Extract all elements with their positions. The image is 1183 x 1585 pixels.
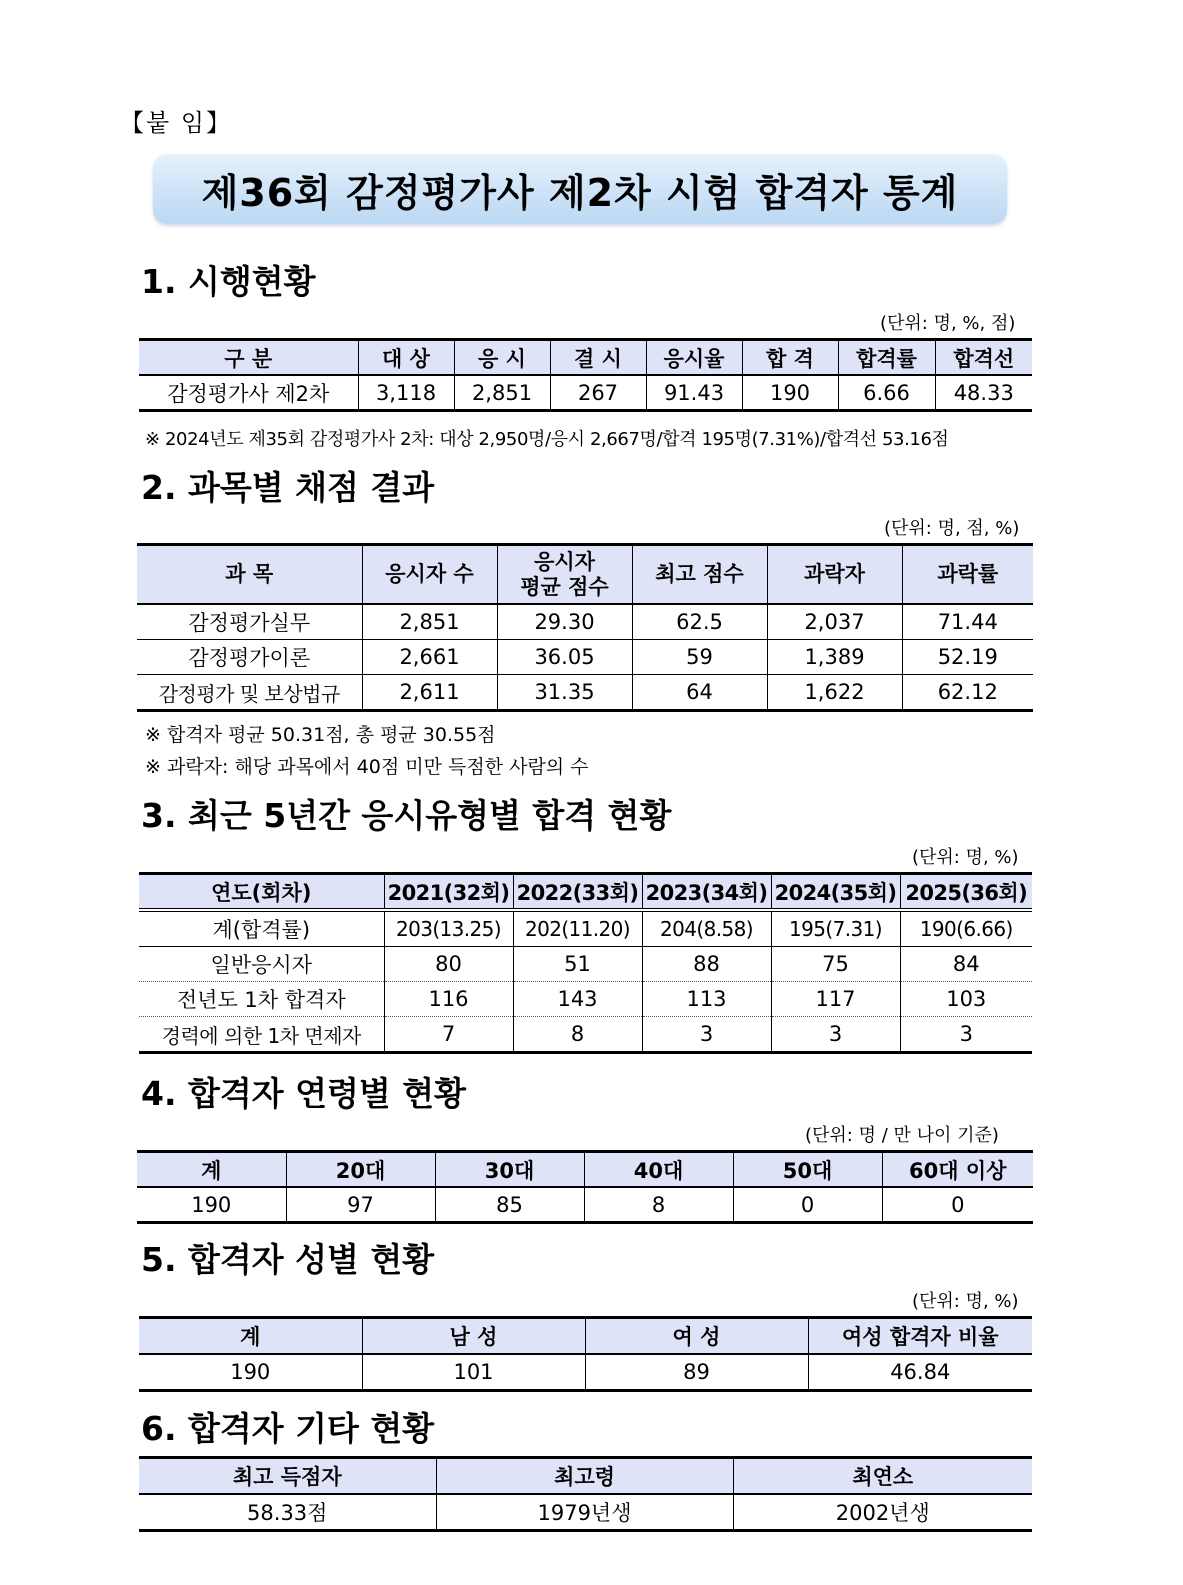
header-cell: 2021(32회): [384, 874, 513, 911]
table-row: [139, 982, 1032, 1017]
header-cell: 30대: [435, 1152, 584, 1188]
table-cell: 143: [513, 982, 642, 1017]
table-cell: 2002년생: [733, 1494, 1032, 1531]
table-row: [137, 1187, 1033, 1223]
table-cell: 85: [435, 1187, 584, 1223]
table-cell: 195(7.31): [771, 910, 900, 947]
table-header-row: [137, 1152, 1033, 1188]
header-cell: 최연소: [733, 1458, 1032, 1495]
table-row: [139, 910, 1032, 947]
table-cell: 감정평가 및 보상법규: [137, 675, 362, 711]
header-cell: 계: [139, 1318, 362, 1355]
table-cell: 36.05: [497, 640, 632, 675]
table-row: [137, 640, 1033, 675]
gender-distribution-table: [139, 1316, 1032, 1392]
section2-heading: 2. 과목별 채점 결과: [141, 468, 435, 507]
table-cell: 48.33: [935, 375, 1032, 411]
table-cell: 88: [642, 947, 771, 982]
header-cell: 응시자 수: [362, 545, 497, 605]
table-row: [137, 675, 1033, 711]
section2-note-1: ※ 합격자 평균 50.31점, 총 평균 30.55점: [145, 724, 496, 746]
table-cell: 202(11.20): [513, 910, 642, 947]
table-cell: 52.19: [902, 640, 1033, 675]
header-cell: 합 격: [742, 340, 838, 376]
table-cell: 2,611: [362, 675, 497, 711]
table-cell: 1979년생: [436, 1494, 733, 1531]
table-row: [139, 375, 1032, 411]
section2-unit: (단위: 명, 점, %): [884, 518, 1020, 539]
table-cell: 51: [513, 947, 642, 982]
table-cell: 1,622: [767, 675, 902, 711]
header-line: 평균 점수: [520, 574, 609, 599]
table-cell: 7: [384, 1017, 513, 1053]
table-header-row: [139, 1458, 1032, 1495]
table-cell: 113: [642, 982, 771, 1017]
table-cell: 감정평가사 제2차: [167, 381, 330, 406]
table-cell: 2,037: [767, 604, 902, 640]
table-cell: 계(합격률): [139, 910, 384, 947]
table-cell: 71.44: [902, 604, 1033, 640]
table-row: [137, 604, 1033, 640]
header-cell: 2023(34회): [642, 874, 771, 911]
header-cell: 여 성: [585, 1318, 808, 1355]
table-cell: 0: [882, 1187, 1033, 1223]
table-cell: 일반응시자: [139, 947, 384, 982]
header-cell: 과락자: [767, 545, 902, 605]
table-cell: 89: [585, 1354, 808, 1391]
header-cell: 과락률: [902, 545, 1033, 605]
table-cell: 3: [900, 1017, 1032, 1053]
table-cell: 31.35: [497, 675, 632, 711]
table-cell: 267: [550, 375, 646, 411]
table-cell: 경력에 의한 1차 면제자: [161, 1023, 361, 1048]
table-row: [139, 1017, 1032, 1053]
header-cell: 연도(회차): [139, 874, 384, 911]
header-cell: 대 상: [358, 340, 454, 376]
table-cell: 29.30: [497, 604, 632, 640]
table-cell: 3,118: [358, 375, 454, 411]
table-cell: 58.33점: [247, 1501, 328, 1525]
table-cell: 91.43: [646, 375, 742, 411]
header-cell: 여성 합격자 비율: [808, 1318, 1032, 1355]
table-cell: 2,661: [362, 640, 497, 675]
header-cell: 2022(33회): [513, 874, 642, 911]
table-row: [139, 1494, 1032, 1531]
table-header-row: [137, 545, 1033, 605]
age-distribution-table: [137, 1150, 1033, 1224]
section2-note-2: ※ 과락자: 해당 과목에서 40점 미만 득점한 사람의 수: [145, 756, 589, 778]
table-cell: 117: [771, 982, 900, 1017]
table-cell: 감정평가이론: [137, 640, 362, 675]
five-year-pass-table: [139, 872, 1032, 1054]
table-cell: 전년도 1차 합격자: [139, 982, 384, 1017]
table-cell: 62.5: [632, 604, 767, 640]
table-cell: 6.66: [838, 375, 935, 411]
header-cell: 2024(35회): [771, 874, 900, 911]
table-cell: 204(8.58): [642, 910, 771, 947]
table-cell: 203(13.25): [384, 910, 513, 947]
header-cell: 결 시: [550, 340, 646, 376]
table-cell: 3: [642, 1017, 771, 1053]
table-cell: 116: [384, 982, 513, 1017]
header-cell: 과 목: [137, 545, 362, 605]
section1-note: ※ 2024년도 제35회 감정평가사 2차: 대상 2,950명/응시 2,667명/합격 195명(7.31%)/합격선 53.16점: [145, 429, 949, 450]
table-cell: 62.12: [902, 675, 1033, 711]
subject-score-table: [137, 543, 1033, 712]
table-cell: 80: [384, 947, 513, 982]
table-cell: 190: [230, 1360, 271, 1384]
header-cell: 계: [137, 1152, 286, 1188]
table-cell: 101: [362, 1354, 585, 1391]
table-cell: 8: [584, 1187, 733, 1223]
table-cell: 75: [771, 947, 900, 982]
header-cell: 50대: [733, 1152, 882, 1188]
exam-status-table: [139, 338, 1032, 412]
table-cell: 1,389: [767, 640, 902, 675]
table-row: [139, 1354, 1032, 1391]
section3-heading: 3. 최근 5년간 응시유형별 합격 현황: [141, 796, 672, 835]
section5-unit: (단위: 명, %): [912, 1291, 1019, 1312]
table-cell: 2,851: [362, 604, 497, 640]
table-cell: 190: [742, 375, 838, 411]
header-cell: 최고령: [436, 1458, 733, 1495]
section3-unit: (단위: 명, %): [912, 847, 1019, 868]
table-header-row: [139, 1318, 1032, 1355]
table-row: [139, 947, 1032, 982]
header-cell: [497, 545, 632, 605]
table-header-row: [139, 340, 1032, 376]
table-cell: 감정평가실무: [137, 604, 362, 640]
header-cell: 합격률: [838, 340, 935, 376]
page-title: 제36회 감정평가사 제2차 시험 합격자 통계: [201, 170, 959, 215]
title-banner: [153, 154, 1007, 224]
table-cell: 103: [900, 982, 1032, 1017]
header-cell: 구 분: [139, 340, 358, 376]
table-cell: 84: [900, 947, 1032, 982]
table-cell: 0: [733, 1187, 882, 1223]
header-cell: 2025(36회): [900, 874, 1032, 911]
table-cell: 2,851: [454, 375, 550, 411]
header-cell: 남 성: [362, 1318, 585, 1355]
section1-unit: (단위: 명, %, 점): [880, 313, 1016, 334]
header-cell: 최고 득점자: [139, 1458, 436, 1495]
table-cell: 190: [191, 1192, 232, 1217]
section5-heading: 5. 합격자 성별 현황: [141, 1240, 435, 1279]
header-line: 응시자: [534, 549, 595, 574]
table-cell: 59: [632, 640, 767, 675]
section4-unit: (단위: 명 / 만 나이 기준): [805, 1125, 999, 1146]
header-cell: 60대 이상: [882, 1152, 1033, 1188]
table-cell: 190(6.66): [900, 910, 1032, 947]
header-cell: 합격선: [935, 340, 1032, 376]
table-cell: 46.84: [808, 1354, 1032, 1391]
table-header-row: [139, 874, 1032, 911]
other-stats-table: [139, 1456, 1032, 1532]
table-cell: 64: [632, 675, 767, 711]
section1-heading: 1. 시행현황: [141, 262, 316, 301]
header-cell: 응 시: [454, 340, 550, 376]
header-cell: 40대: [584, 1152, 733, 1188]
header-cell: 20대: [286, 1152, 435, 1188]
header-cell: 최고 점수: [632, 545, 767, 605]
attachment-label: 【붙 임】: [120, 109, 232, 137]
table-cell: 97: [286, 1187, 435, 1223]
table-cell: 3: [771, 1017, 900, 1053]
header-cell: 응시율: [646, 340, 742, 376]
section6-heading: 6. 합격자 기타 현황: [141, 1409, 435, 1448]
table-cell: 8: [513, 1017, 642, 1053]
section4-heading: 4. 합격자 연령별 현황: [141, 1074, 466, 1113]
